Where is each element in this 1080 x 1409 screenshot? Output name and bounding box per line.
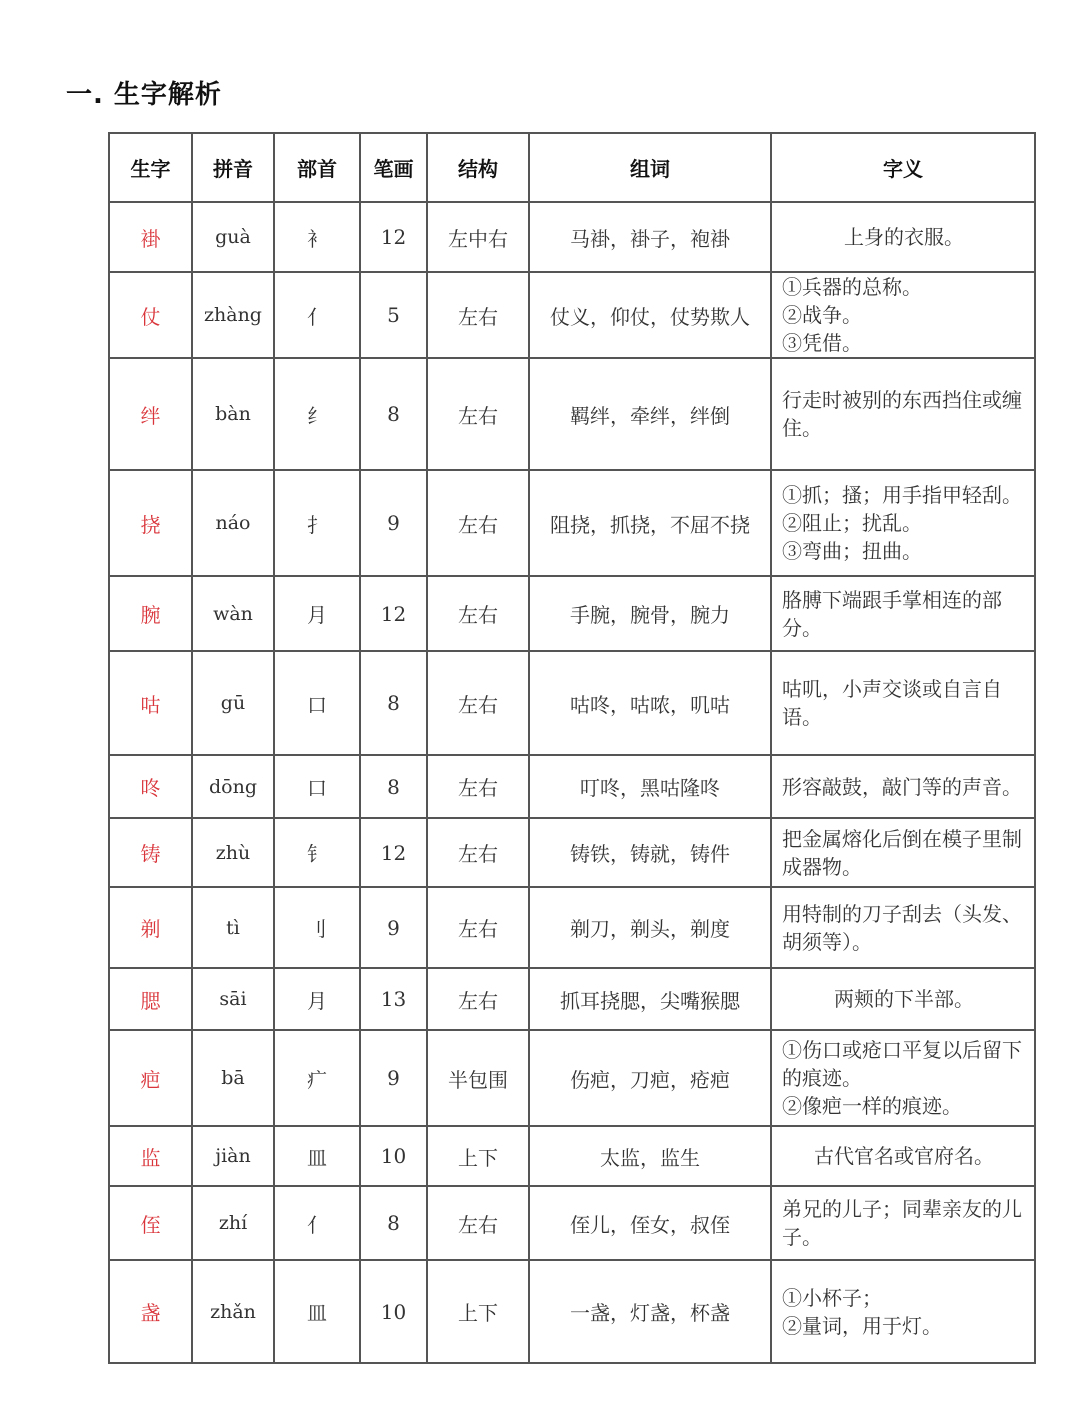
character-cell: 挠 — [109, 470, 192, 576]
table-row — [109, 887, 1035, 968]
words-cell: 侄儿，侄女，叔侄 — [529, 1186, 771, 1260]
character-analysis-table — [108, 132, 1036, 1364]
table-row — [109, 1030, 1035, 1126]
meaning-cell — [771, 202, 1035, 272]
radical-cell: 纟 — [274, 358, 360, 470]
radical-cell: 口 — [274, 651, 360, 755]
strokes-cell: 9 — [360, 470, 427, 576]
character-cell: 咚 — [109, 755, 192, 818]
structure-cell: 左右 — [427, 470, 529, 576]
strokes-cell: 9 — [360, 887, 427, 968]
structure-cell: 上下 — [427, 1126, 529, 1186]
radical-cell: 月 — [274, 968, 360, 1030]
strokes-cell: 8 — [360, 755, 427, 818]
character-cell: 剃 — [109, 887, 192, 968]
character-cell: 咕 — [109, 651, 192, 755]
strokes-cell: 9 — [360, 1030, 427, 1126]
pinyin-cell: náo — [192, 470, 274, 576]
structure-cell: 左中右 — [427, 202, 529, 272]
meaning-line: 咕叽，小声交谈或自言自语。 — [782, 677, 1002, 729]
meaning-cell — [771, 887, 1035, 968]
pinyin-cell: sāi — [192, 968, 274, 1030]
meaning-line: ①抓；搔；用手指甲轻刮。 — [782, 483, 1022, 507]
radical-cell: 皿 — [274, 1126, 360, 1186]
pinyin-cell: gū — [192, 651, 274, 755]
words-cell: 铸铁，铸就，铸件 — [529, 818, 771, 887]
words-cell: 手腕，腕骨，腕力 — [529, 576, 771, 651]
table-row — [109, 470, 1035, 576]
pinyin-cell: tì — [192, 887, 274, 968]
meaning-cell — [771, 818, 1035, 887]
words-cell: 太监，监生 — [529, 1126, 771, 1186]
pinyin-cell: zhù — [192, 818, 274, 887]
words-cell: 羁绊，牵绊，绊倒 — [529, 358, 771, 470]
meaning-cell — [771, 470, 1035, 576]
meaning-line: 古代官名或官府名。 — [814, 1144, 994, 1168]
meaning-cell — [771, 651, 1035, 755]
words-cell: 仗义，仰仗，仗势欺人 — [529, 272, 771, 358]
meaning-line: ①兵器的总称。 — [782, 275, 922, 299]
words-cell: 马褂，褂子，袍褂 — [529, 202, 771, 272]
table-row — [109, 1186, 1035, 1260]
strokes-cell: 8 — [360, 651, 427, 755]
strokes-cell: 10 — [360, 1126, 427, 1186]
meaning-line: 把金属熔化后倒在模子里制成器物。 — [782, 826, 1022, 879]
meaning-line: 弟兄的儿子；同辈亲友的儿子。 — [782, 1197, 1022, 1249]
meaning-line: ③弯曲；扭曲。 — [782, 539, 922, 563]
header-character: 生字 — [109, 133, 192, 202]
table-row — [109, 1260, 1035, 1363]
pinyin-cell: jiàn — [192, 1126, 274, 1186]
words-cell: 伤疤，刀疤，疮疤 — [529, 1030, 771, 1126]
words-cell: 剃刀，剃头，剃度 — [529, 887, 771, 968]
words-cell: 阻挠，抓挠，不屈不挠 — [529, 470, 771, 576]
table-row — [109, 651, 1035, 755]
meaning-line: ②战争。 — [782, 303, 862, 327]
header-radical: 部首 — [274, 133, 360, 202]
character-cell: 褂 — [109, 202, 192, 272]
strokes-cell: 12 — [360, 818, 427, 887]
strokes-cell: 5 — [360, 272, 427, 358]
meaning-line: ①伤口或疮口平复以后留下的痕迹。 — [782, 1038, 1022, 1090]
structure-cell: 左右 — [427, 272, 529, 358]
meaning-line: ②阻止；扰乱。 — [782, 511, 922, 535]
structure-cell: 左右 — [427, 887, 529, 968]
structure-cell: 左右 — [427, 968, 529, 1030]
header-strokes: 笔画 — [360, 133, 427, 202]
structure-cell: 左右 — [427, 651, 529, 755]
structure-cell: 左右 — [427, 1186, 529, 1260]
strokes-cell: 13 — [360, 968, 427, 1030]
words-cell: 抓耳挠腮，尖嘴猴腮 — [529, 968, 771, 1030]
character-cell: 疤 — [109, 1030, 192, 1126]
words-cell: 咕咚，咕哝，叽咕 — [529, 651, 771, 755]
strokes-cell: 12 — [360, 576, 427, 651]
radical-cell: 皿 — [274, 1260, 360, 1363]
radical-cell: 月 — [274, 576, 360, 651]
words-cell: 叮咚，黑咕隆咚 — [529, 755, 771, 818]
meaning-cell — [771, 576, 1035, 651]
header-structure: 结构 — [427, 133, 529, 202]
meaning-line: ①小杯子； — [782, 1285, 882, 1310]
character-cell: 铸 — [109, 818, 192, 887]
character-cell: 侄 — [109, 1186, 192, 1260]
meaning-cell — [771, 968, 1035, 1030]
strokes-cell: 8 — [360, 358, 427, 470]
structure-cell: 左右 — [427, 576, 529, 651]
structure-cell: 上下 — [427, 1260, 529, 1363]
meaning-cell — [771, 272, 1035, 358]
meaning-line: 用特制的刀子刮去（头发、胡须等）。 — [782, 901, 1022, 954]
meaning-line: ②量词，用于灯。 — [782, 1313, 942, 1338]
pinyin-cell: zhí — [192, 1186, 274, 1260]
radical-cell: 扌 — [274, 470, 360, 576]
words-cell: 一盏，灯盏，杯盏 — [529, 1260, 771, 1363]
table-row — [109, 358, 1035, 470]
pinyin-cell: bā — [192, 1030, 274, 1126]
meaning-cell — [771, 358, 1035, 470]
strokes-cell: 8 — [360, 1186, 427, 1260]
table-row — [109, 272, 1035, 358]
pinyin-cell: zhǎn — [192, 1260, 274, 1363]
meaning-line: 形容敲鼓，敲门等的声音。 — [782, 774, 1022, 799]
character-cell: 盏 — [109, 1260, 192, 1363]
meaning-line: 两颊的下半部。 — [834, 987, 974, 1011]
radical-cell: 亻 — [274, 1186, 360, 1260]
meaning-line: 上身的衣服。 — [844, 225, 964, 249]
structure-cell: 左右 — [427, 755, 529, 818]
table-row — [109, 202, 1035, 272]
table-row — [109, 755, 1035, 818]
table-row — [109, 818, 1035, 887]
radical-cell: 亻 — [274, 272, 360, 358]
pinyin-cell: bàn — [192, 358, 274, 470]
strokes-cell: 12 — [360, 202, 427, 272]
header-words: 组词 — [529, 133, 771, 202]
radical-cell: 疒 — [274, 1030, 360, 1126]
meaning-line: 行走时被别的东西挡住或缠住。 — [782, 388, 1022, 440]
pinyin-cell: zhàng — [192, 272, 274, 358]
structure-cell: 半包围 — [427, 1030, 529, 1126]
meaning-cell — [771, 1126, 1035, 1186]
pinyin-cell: dōng — [192, 755, 274, 818]
table-row — [109, 968, 1035, 1030]
meaning-line: ②像疤一样的痕迹。 — [782, 1094, 962, 1118]
meaning-cell — [771, 1030, 1035, 1126]
header-pinyin: 拼音 — [192, 133, 274, 202]
meaning-cell — [771, 1260, 1035, 1363]
structure-cell: 左右 — [427, 818, 529, 887]
header-meaning: 字义 — [771, 133, 1035, 202]
meaning-cell — [771, 1186, 1035, 1260]
radical-cell: 钅 — [274, 818, 360, 887]
table-row — [109, 1126, 1035, 1186]
strokes-cell: 10 — [360, 1260, 427, 1363]
meaning-cell — [771, 755, 1035, 818]
radical-cell: 刂 — [274, 887, 360, 968]
character-cell: 绊 — [109, 358, 192, 470]
radical-cell: 衤 — [274, 202, 360, 272]
character-cell: 腕 — [109, 576, 192, 651]
meaning-line: ③凭借。 — [782, 331, 862, 355]
character-cell: 监 — [109, 1126, 192, 1186]
pinyin-cell: wàn — [192, 576, 274, 651]
table-header-row — [109, 133, 1035, 202]
structure-cell: 左右 — [427, 358, 529, 470]
radical-cell: 口 — [274, 755, 360, 818]
section-title: 一. 生字解析 — [66, 80, 222, 110]
character-cell: 腮 — [109, 968, 192, 1030]
character-cell: 仗 — [109, 272, 192, 358]
pinyin-cell: guà — [192, 202, 274, 272]
meaning-line: 胳膊下端跟手掌相连的部分。 — [782, 587, 1002, 640]
table-row — [109, 576, 1035, 651]
